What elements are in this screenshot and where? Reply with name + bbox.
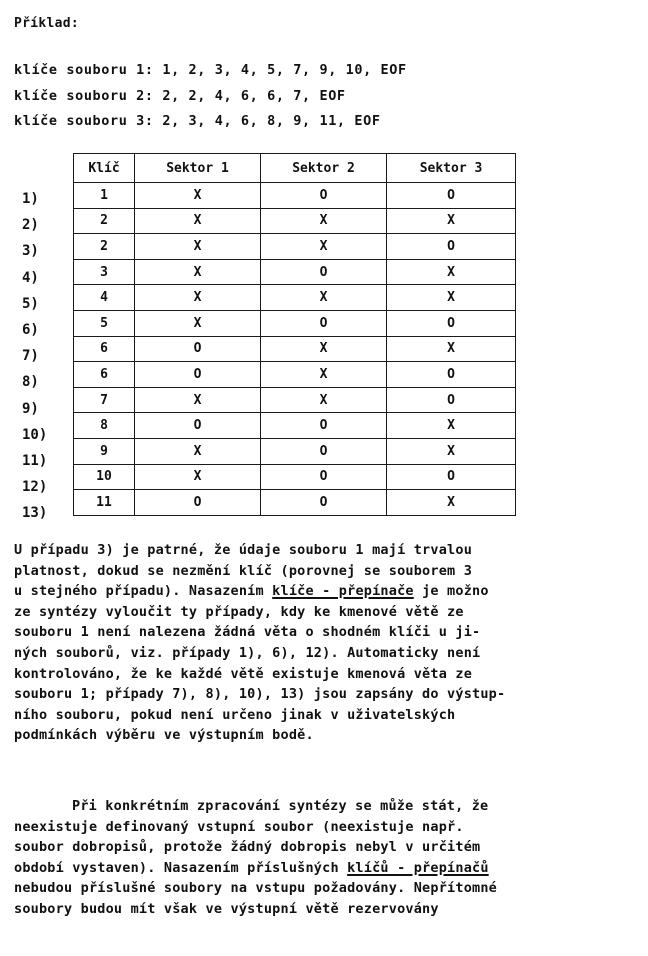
case-label: 2) [22,217,39,234]
sector-3-cell: X [387,413,516,439]
table-row [74,259,516,285]
key-cell: 3 [74,259,135,285]
sector-2-cell: X [261,362,387,388]
text-line: podmínkách výběru ve výstupním bodě. [14,727,314,744]
text-segment: u stejného případu). Nasazením [14,583,273,600]
text-line: neexistuje definovaný vstupní soubor (neexistuje např. [14,818,464,835]
header-sector-3: Sektor 3 [387,154,516,183]
sector-3-cell: O [387,183,516,209]
sector-table [73,153,516,516]
key-cell: 11 [74,490,135,516]
case-label: 9) [22,400,39,417]
text-line: ných souborů, viz. případy 1), 6), 12). Automaticky není [14,644,481,661]
sector-2-cell: X [261,234,387,260]
sector-2-cell: X [261,336,387,362]
key-cell: 7 [74,387,135,413]
text-segment: období vystaven). Nasazením příslušných [14,859,348,876]
table-row [74,183,516,209]
case-label: 10) [22,426,48,443]
paragraph-2 [14,796,634,920]
sector-1-cell: X [135,464,261,490]
sector-1-cell: X [135,387,261,413]
text-line: ního souboru, pokud není určeno jinak v uživatelských [14,706,456,723]
sector-3-cell: X [387,259,516,285]
sector-2-cell: O [261,259,387,285]
case-label: 7) [22,348,39,365]
key-cell: 1 [74,183,135,209]
key-cell: 10 [74,464,135,490]
text-line: soubory budou mít však ve výstupní větě rezervovány [14,900,439,917]
sector-1-cell: X [135,208,261,234]
sector-3-cell: O [387,387,516,413]
text-line: kontrolováno, že ke každé větě existuje kmenová věta ze [14,665,473,682]
sector-3-cell: O [387,310,516,336]
sector-3-cell: X [387,208,516,234]
file-2-keys: klíče souboru 2: 2, 2, 4, 6, 6, 7, EOF [14,88,346,104]
sector-1-cell: O [135,490,261,516]
table-row [74,438,516,464]
key-cell: 6 [74,362,135,388]
sector-1-cell: X [135,438,261,464]
table-row [74,208,516,234]
case-label: 13) [22,505,48,522]
case-label: 1) [22,191,39,207]
text-line: souboru 1; případy 7), 8), 10), 13) jsou zapsány do výstup- [14,686,506,703]
case-label: 11) [22,452,48,469]
underlined-term-key-switch: klíče - přepínače [272,583,414,600]
text-line: soubor dobropisů, protože žádný dobropis nebyl v určitém [14,839,481,856]
table-row [74,234,516,260]
text-segment: je možno [413,583,489,600]
case-label: 8) [22,374,39,391]
header-sector-1: Sektor 1 [135,154,261,183]
case-label: 3) [22,243,39,260]
text-line: nebudou příslušné soubory na vstupu požadovány. Nepřítomné [14,880,498,897]
sector-2-cell: X [261,387,387,413]
sector-2-cell: O [261,183,387,209]
header-sector-2: Sektor 2 [261,154,387,183]
sector-2-cell: O [261,438,387,464]
sector-3-cell: O [387,362,516,388]
table-row [74,285,516,311]
table-row [74,336,516,362]
sector-3-cell: X [387,438,516,464]
sector-2-cell: O [261,490,387,516]
text-line: platnost, dokud se nezmění klíč (porovnej se souborem 3 [14,562,473,579]
sector-1-cell: X [135,234,261,260]
case-label: 12) [22,479,48,496]
sector-1-cell: X [135,183,261,209]
table-header-row [74,154,516,183]
text-line: souboru 1 není nalezena žádná věta o shodném klíči u ji- [14,624,481,641]
key-cell: 4 [74,285,135,311]
sector-3-cell: O [387,464,516,490]
table-row [74,490,516,516]
text-line: U případu 3) je patrné, že údaje souboru 1 mají trvalou [14,542,473,558]
sector-1-cell: O [135,413,261,439]
sector-2-cell: O [261,413,387,439]
sector-3-cell: X [387,285,516,311]
text-line [14,581,634,602]
table-row [74,387,516,413]
sector-1-cell: O [135,336,261,362]
sector-2-cell: X [261,285,387,311]
case-label: 4) [22,269,39,286]
text-line: Při konkrétním zpracování syntézy se může stát, že [72,798,489,814]
sector-3-cell: O [387,234,516,260]
table-row [74,413,516,439]
example-heading: Příklad: [14,16,80,31]
sector-1-cell: O [135,362,261,388]
sector-1-cell: X [135,259,261,285]
paragraph-1 [14,540,634,746]
file-3-keys: klíče souboru 3: 2, 3, 4, 6, 8, 9, 11, EOF [14,113,381,129]
text-line: ze syntézy vyloučit ty případy, kdy ke kmenové větě ze [14,603,464,620]
sector-1-cell: X [135,310,261,336]
text-line [14,858,634,879]
case-label: 5) [22,295,39,312]
sector-2-cell: O [261,464,387,490]
sector-2-cell: X [261,208,387,234]
file-1-keys: klíče souboru 1: 1, 2, 3, 4, 5, 7, 9, 10, EOF [14,62,407,78]
key-cell: 2 [74,208,135,234]
underlined-term-key-switches: klíčů - přepínačů [347,859,489,876]
table-row [74,362,516,388]
sector-3-cell: X [387,336,516,362]
key-cell: 2 [74,234,135,260]
table-row [74,310,516,336]
key-cell: 6 [74,336,135,362]
key-cell: 9 [74,438,135,464]
case-numbers [22,186,52,526]
header-key: Klíč [74,154,135,183]
sector-2-cell: O [261,310,387,336]
sector-3-cell: X [387,490,516,516]
case-label: 6) [22,321,39,338]
key-cell: 5 [74,310,135,336]
key-cell: 8 [74,413,135,439]
table-row [74,464,516,490]
sector-1-cell: X [135,285,261,311]
